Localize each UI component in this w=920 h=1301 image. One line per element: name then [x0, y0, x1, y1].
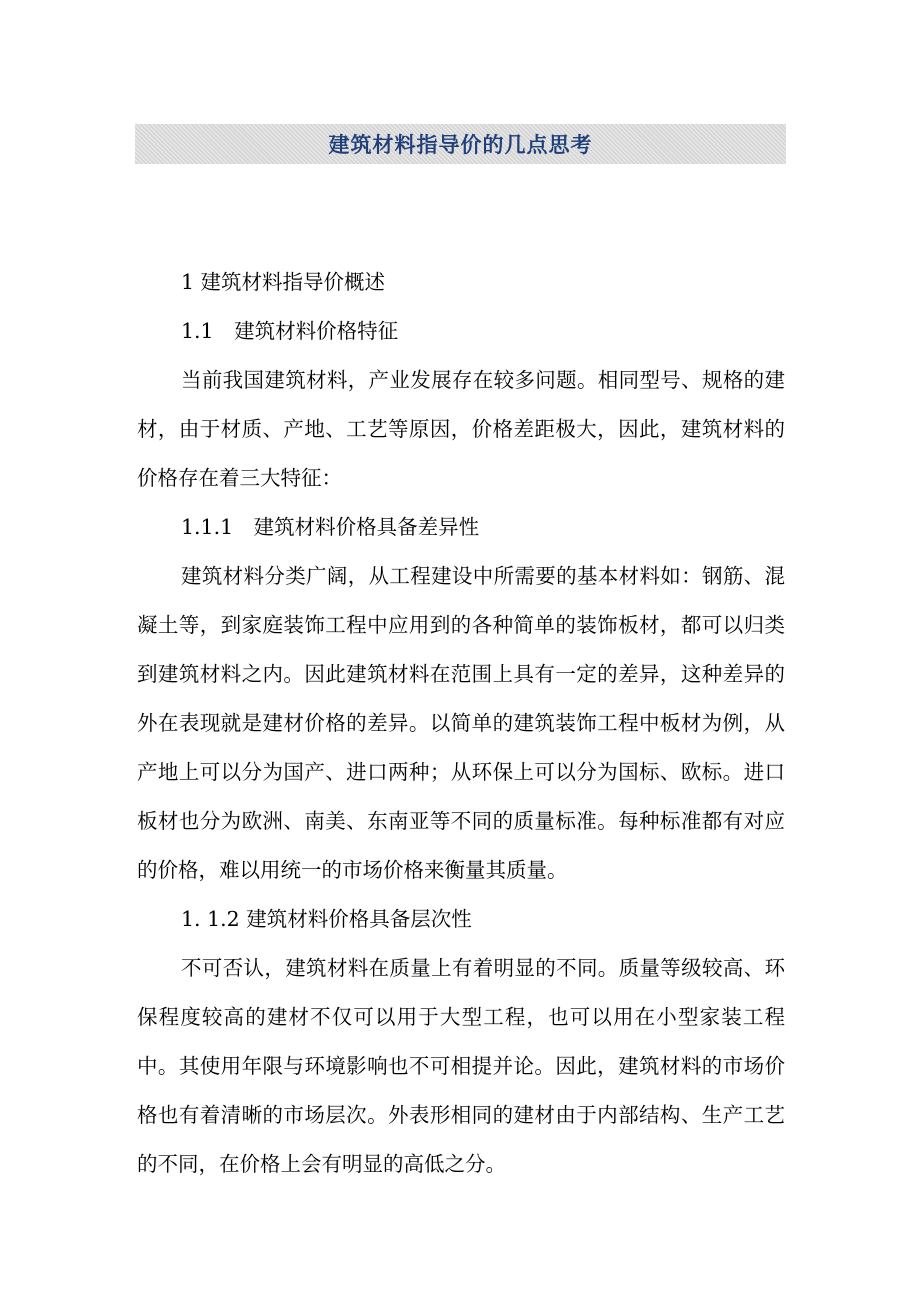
section-heading-1: 1 建筑材料指导价概述: [181, 270, 386, 294]
section-heading-1-1-2: 1. 1.2 建筑材料价格具备层次性: [181, 907, 472, 931]
document-title: 建筑材料指导价的几点思考: [328, 133, 593, 157]
section-heading-1-1: 1.1 建筑材料价格特征: [181, 319, 399, 343]
paragraph-3: 不可否认，建筑材料在质量上有着明显的不同。质量等级较高、环保程度较高的建材不仅可以用于大型工程，也可以用在小型家装工程中。其使用年限与环境影响也不可相提并论。因此，建筑材料的市场价格也有着清晰的市场层次。外表形相同的建材由于内部结构、生产工艺的不同，在价格上会有明显的高低之分。: [137, 956, 785, 1176]
title-banner: [135, 124, 786, 164]
paragraph-2: 建筑材料分类广阔，从工程建设中所需要的基本材料如：钢筋、混凝土等，到家庭装饰工程中应用到的各种简单的装饰板材，都可以归类到建筑材料之内。因此建筑材料在范围上具有一定的差异，这种差异的外在表现就是建材价格的差异。以简单的建筑装饰工程中板材为例，从产地上可以分为国产、进口两种；从环保上可以分为国标、欧标。进口板材也分为欧洲、南美、东南亚等不同的质量标准。每种标准都有对应的价格，难以用统一的市场价格来衡量其质量。: [137, 564, 785, 882]
document-body: [137, 258, 785, 1189]
paragraph-1: 当前我国建筑材料，产业发展存在较多问题。相同型号、规格的建材，由于材质、产地、工艺等原因，价格差距极大，因此，建筑材料的价格存在着三大特征：: [137, 368, 785, 490]
section-heading-1-1-1: 1.1.1 建筑材料价格具备差异性: [181, 515, 480, 539]
